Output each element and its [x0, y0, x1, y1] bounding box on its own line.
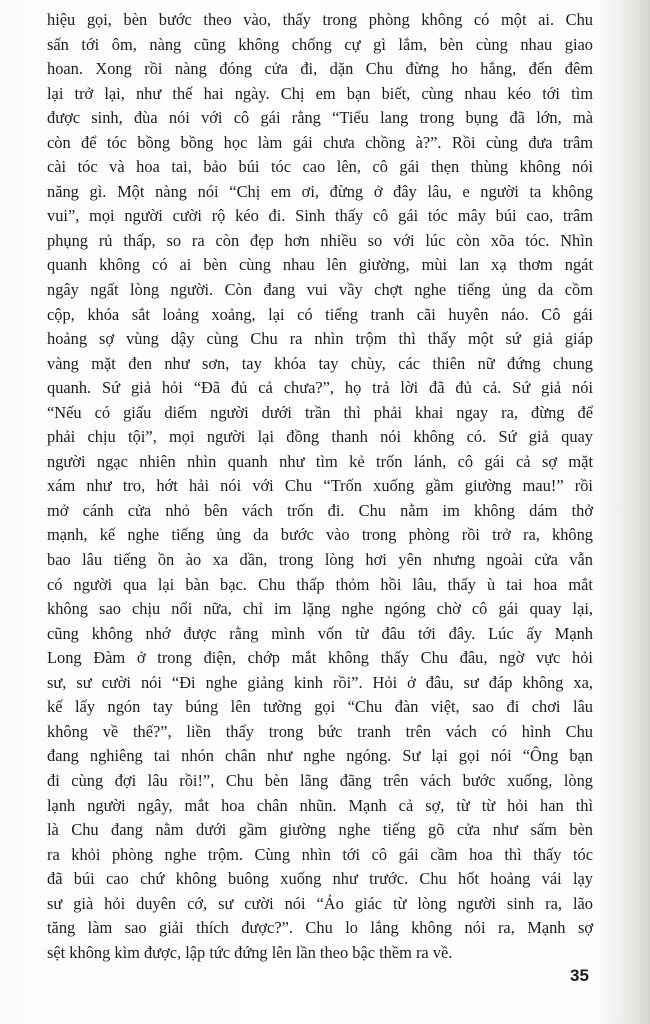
body-text — [47, 8, 593, 965]
text-line: năng gì. Một nàng nói “Chị em ơi, đừng ở đây lâu, e người ta không — [47, 181, 593, 201]
text-line: là Chu đang nằm dưới gầm giường nghe tiếng gõ cửa như sấm bèn — [47, 820, 593, 840]
text-line: sấn tới ôm, nàng cũng không chống cự gì lắm, bèn cùng nhau giao — [47, 34, 593, 54]
text-line: mở cánh cửa nhỏ bên vách trốn đi. Chu nằm im không dám thở — [47, 500, 593, 520]
text-line: vàng mặt đen như sơn, tay khóa tay chùy, các thiên nữ đứng chung — [47, 353, 593, 373]
text-line: sư, sư cười nói “Đi nghe giảng kinh rồi”. Hỏi ở đâu, sư đáp không xa, — [47, 672, 593, 692]
text-line: sệt không kìm được, lập tức đứng lên lần theo bậc thềm ra về. — [47, 942, 453, 962]
text-line: đang nghiêng tai nhón chân như nghe ngóng. Sư lại gọi nói “Ông bạn — [47, 746, 593, 766]
text-line: có người qua lại bàn bạc. Chu thấp thỏm hồi lâu, thấy ù tai hoa mắt — [47, 574, 593, 594]
text-line: tăng làm sao giải thích được?”. Chu lo lắng không nói ra, Mạnh sợ — [47, 918, 593, 938]
text-line: đi cùng đợi lâu rồi!”, Chu bèn lãng đãng trên vách bước xuống, lòng — [47, 770, 593, 790]
text-line: bao lâu tiếng ồn ào xa dần, trong lòng hơi yên nhưng ngoài cửa vẫn — [47, 550, 593, 570]
text-line: quanh. Sứ giả hỏi “Đã đủ cả chưa?”, họ trả lời đã đủ cả. Sứ giả nói — [47, 378, 593, 398]
text-line: phải chịu tội”, mọi người lại đồng thanh nói không có. Sứ giả quay — [47, 427, 593, 447]
text-line: hiệu gọi, bèn bước theo vào, thấy trong phòng không có một ai. Chu — [47, 10, 593, 29]
text-line: sư già hỏi duyên cớ, sư cười nói “Ảo giác từ lòng người sinh ra, lão — [47, 893, 593, 913]
text-line: người ngạc nhiên nhìn quanh như tìm kẻ trốn lánh, cô gái cả sợ mặt — [47, 451, 593, 471]
text-line: kế lấy ngón tay búng lên tường gọi “Chu đàn việt, sao đi chơi lâu — [47, 697, 593, 717]
text-line: ra khỏi phòng nghe trộm. Cùng nhìn tới cô gái cầm hoa thì thấy tóc — [47, 844, 593, 864]
text-line: cũng không nhớ được rằng mình vốn từ đâu tới đây. Lúc ấy Mạnh — [47, 623, 593, 643]
text-line: cộp, khóa sắt loảng xoảng, lại có tiếng tranh cãi huyên náo. Cô gái — [47, 304, 593, 324]
text-line: hoan. Xong rồi nàng đóng cửa đi, dặn Chu đừng ho hắng, đến đêm — [47, 59, 593, 79]
text-line: xám như tro, hớt hải nói với Chu “Trốn xuống gầm giường mau!” rồi — [47, 476, 593, 496]
text-line: cài tóc và hoa tai, bảo búi tóc cao lên, cô gái thẹn thùng không nói — [47, 157, 593, 177]
text-line: vui”, mọi người cười rộ kéo đi. Sinh thấy cô gái tóc mây búi cao, trâm — [47, 206, 593, 226]
text-line: Long Đàm ở trong điện, chớp mắt không thấy Chu đâu, ngờ vực hỏi — [47, 648, 593, 668]
text-line: hoảng sợ vùng dậy cùng Chu ra nhìn trộm thì thấy một sứ giả giáp — [47, 329, 593, 349]
text-line: lại trở lại, như thế hai ngày. Chị em bạn biết, cùng nhau kéo tới tìm — [47, 83, 593, 103]
text-line: mạnh, kế nghe tiếng ủng da bước vào trong phòng rồi trở ra, không — [47, 525, 593, 545]
text-line: đã búi cao chứ không buông xuống như trước. Chu hốt hoảng vái lạy — [47, 869, 593, 889]
text-line: ngây ngất lòng người. Còn đang vui vầy chợt nghe tiếng ủng da cồm — [47, 280, 593, 300]
text-line: không sao chịu nổi nữa, chỉ im lặng nghe ngóng chờ cô gái quay lại, — [47, 599, 593, 619]
text-line: “Nếu có giấu diếm người dưới trần thì phải khai ngay ra, đừng để — [47, 402, 593, 422]
text-line: lạnh người ngây, mắt hoa chân nhũn. Mạnh cả sợ, từ từ hỏi han thì — [47, 795, 593, 815]
text-line: phụng rủ thấp, so ra còn đẹp hơn nhiều so với lúc còn xõa tóc. Nhìn — [47, 230, 593, 250]
text-line: quanh không có ai bèn cùng nhau lên giường, mùi lan xạ thơm ngát — [47, 255, 593, 275]
text-line: không về thế?”, liền thấy trong bức tranh trên vách có hình Chu — [47, 721, 593, 741]
text-line: còn để tóc bồng bồng học làm gái chưa chồng à?”. Rồi cùng đưa trâm — [47, 132, 593, 152]
text-line: được sinh, đùa nói với cô gái rằng “Tiểu lang trong bụng đã lớn, mà — [47, 108, 593, 128]
page-number: 35 — [570, 966, 589, 985]
